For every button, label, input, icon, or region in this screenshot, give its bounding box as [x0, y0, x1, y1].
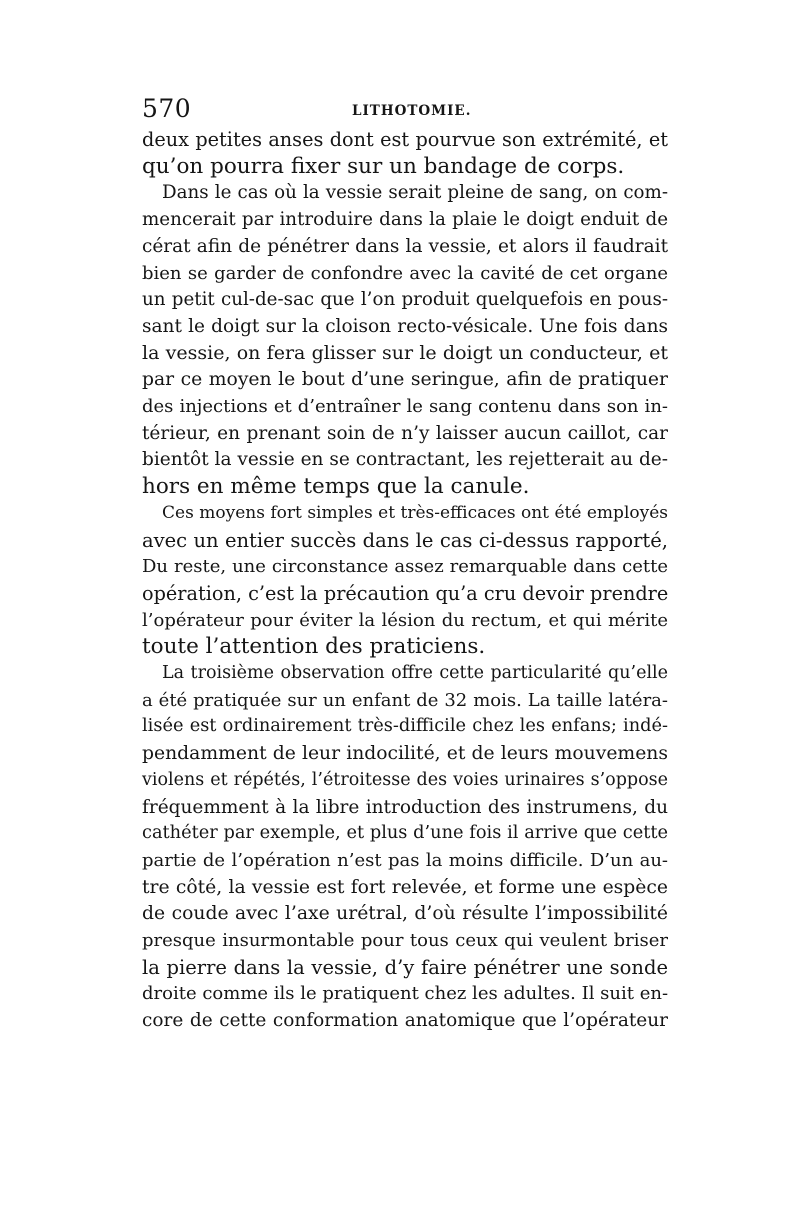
text-line: fréquemment à la libre introduction des instrumens, du	[142, 796, 668, 818]
text-line: Dans le cas où la vessie serait pleine de sang, on com-	[162, 182, 668, 204]
text-line: un petit cul-de-sac que l’on produit quelquefois en pous-	[142, 289, 668, 311]
text-line: térieur, en prenant soin de n’y laisser aucun caillot, car	[142, 422, 668, 444]
text-line: presque insurmontable pour tous ceux qui veulent briser	[142, 930, 668, 951]
text-line: Ces moyens fort simples et très-efficaces ont été employés	[162, 502, 668, 523]
text-line: l’opérateur pour éviter la lésion du rectum, et qui mérite	[142, 609, 668, 631]
text-line: cérat afin de pénétrer dans la vessie, et alors il faudrait	[142, 235, 668, 257]
body-text	[142, 126, 668, 1046]
text-line: par ce moyen le bout d’une seringue, afin de pratiquer	[142, 369, 668, 391]
text-line: droite comme ils le pratiquent chez les adultes. Il suit en-	[142, 983, 669, 1005]
text-line: La troisième observation offre cette particularité qu’elle	[162, 663, 668, 683]
text-line: opération, c’est la précaution qu’a cru devoir prendre	[142, 581, 669, 605]
text-line: la vessie, on fera glisser sur le doigt un conducteur, et	[142, 341, 668, 364]
text-line: toute l’attention des praticiens.	[142, 634, 486, 660]
text-line: deux petites anses dont est pourvue son extrémité, et	[142, 128, 668, 151]
running-title: LITHOTOMIE.	[352, 103, 472, 119]
text-line: partie de l’opération n’est pas la moins difficile. D’un au-	[142, 849, 668, 871]
text-line: bientôt la vessie en se contractant, les rejetterait au de-	[142, 449, 668, 471]
text-line: bien se garder de confondre avec la cavité de cet organe	[142, 262, 668, 284]
text-line: pendamment de leur indocilité, et de leurs mouvemens	[142, 743, 668, 765]
page-number: 570	[142, 94, 192, 123]
page-header	[142, 94, 668, 128]
text-line: hors en même temps que la canule.	[142, 474, 530, 500]
text-line: mencerait par introduire dans la plaie le doigt enduit de	[142, 209, 668, 231]
text-line: core de cette conformation anatomique que l’opérateur	[142, 1010, 668, 1032]
text-line: lisée est ordinairement très-difficile chez les enfans; indé-	[142, 716, 668, 737]
text-line: sant le doigt sur la cloison recto-vésicale. Une fois dans	[142, 315, 668, 337]
text-line: cathéter par exemple, et plus d’une fois il arrive que cette	[142, 823, 668, 844]
text-line: a été pratiquée sur un enfant de 32 mois. La taille latéra-	[142, 689, 668, 711]
text-line: la pierre dans la vessie, d’y faire pénétrer une sonde	[142, 955, 668, 979]
text-line: avec un entier succès dans le cas ci-dessus rapporté,	[142, 528, 668, 552]
text-line: de coude avec l’axe urétral, d’où résulte l’impossibilité	[142, 903, 668, 925]
text-line: Du reste, une circonstance assez remarquable dans cette	[142, 556, 668, 578]
text-line: tre côté, la vessie est fort relevée, et forme une espèce	[142, 876, 668, 898]
text-line: qu’on pourra fixer sur un bandage de corps.	[142, 153, 625, 179]
text-line: des injections et d’entraîner le sang contenu dans son in-	[142, 396, 668, 417]
text-line: violens et répétés, l’étroitesse des voies urinaires s’oppose	[142, 769, 668, 790]
